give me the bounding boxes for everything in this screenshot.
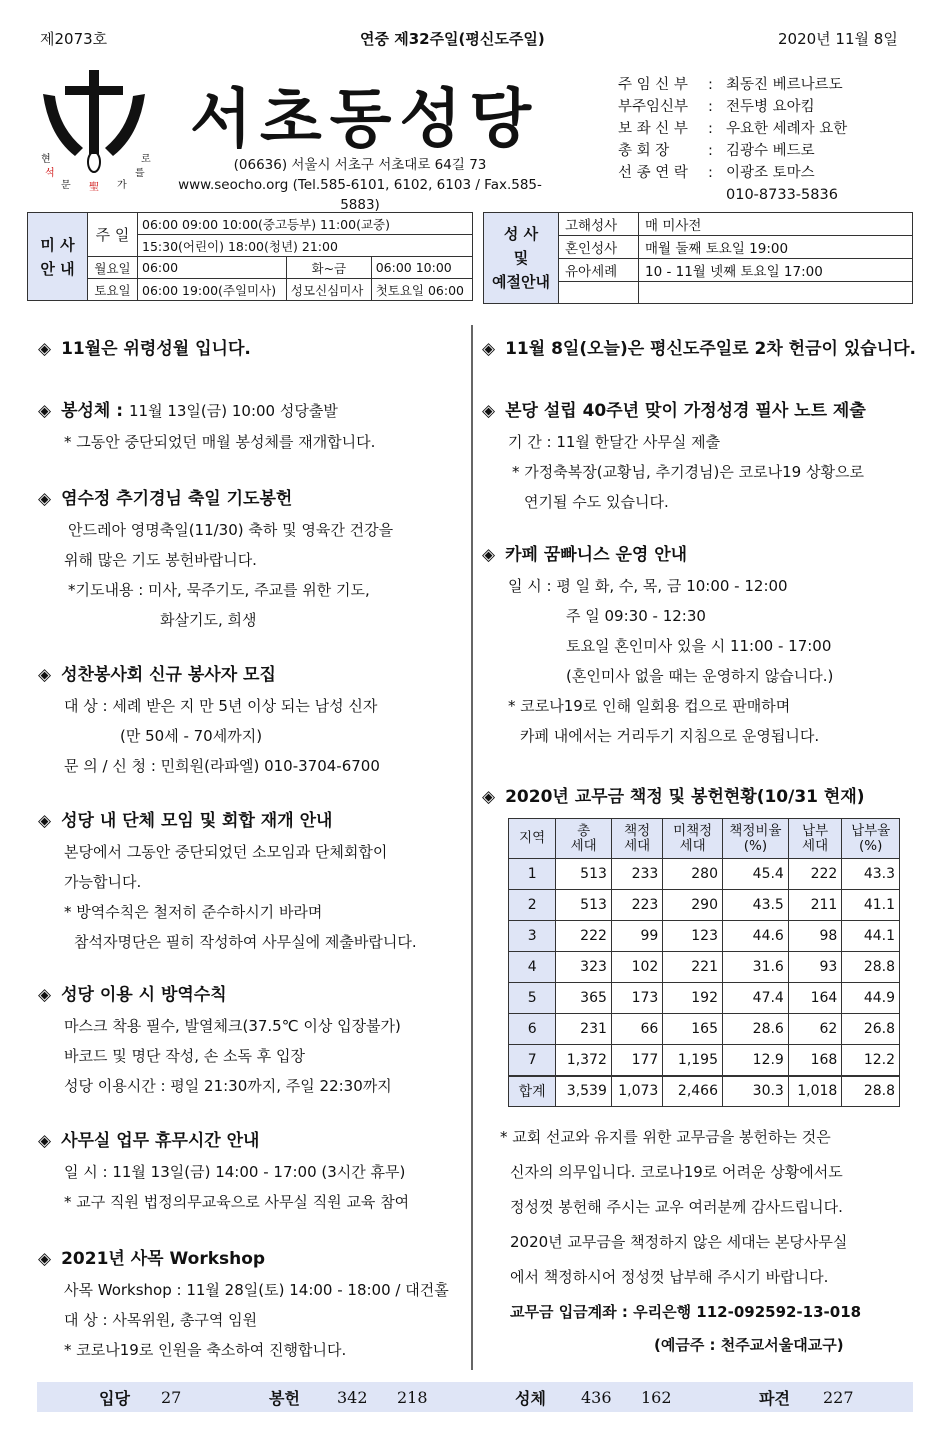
contribution-table (508, 818, 900, 1107)
notice-title: 카페 꿈빠니스 운영 안내 (505, 545, 688, 565)
communion-value-1: 436 (581, 1387, 612, 1407)
svg-text:석: 석 (45, 168, 55, 179)
contribution-note: * 교회 선교와 유지를 위한 교무금을 봉헌하는 것은 신자의 의무입니다. 코로나19로 어려운 상황에서도 정성껏 봉헌해 주시는 교우 여러분께 감사드립니다. 2020년 교무금을 책정하지 않은 세대는 본당사무실 에서 책정하시어 정성껏 납부해 주시기 바랍니다. 교무금 입금계좌 : 우리은행 112-092592-13-018 (예금주 : 천주교서울대교구) (482, 1120, 922, 1360)
saturday-mary-mass: 성모신심미사 (286, 279, 371, 301)
table-row: 2 513 223 290 43.5 211 41.1 (509, 890, 900, 921)
parish-name: 서초동성당 (190, 83, 540, 157)
svg-text:가: 가 (117, 180, 127, 191)
offering-value-1: 342 (337, 1387, 368, 1407)
sacrament-name: 혼인성사 (559, 236, 639, 259)
notice-eucharist-volunteers: ◈ 성찬봉사회 신규 봉사자 모집 대 상 : 세례 받은 지 만 5년 이상 되는 남성 신자 (만 50세 - 70세까지) 문 의 / 신 청 : 민희원(라파엘) 010-3704-6700 (38, 665, 380, 775)
staff-row: 총 회 장 : 김광수 베드로 (618, 143, 815, 159)
col-header: 납부율 (%) (842, 819, 900, 859)
col-header: 지역 (509, 819, 556, 859)
notice-group-meetings: ◈ 성당 내 단체 모임 및 회합 재개 안내 본당에서 그동안 중단되었던 소모임과 단체회합이 가능합니다. * 방역수칙은 철저히 준수하시기 바라며 참석자명단은 필히 작성하여 사무실에 제출바랍니다. (38, 811, 417, 951)
parish-logo (35, 66, 157, 194)
sacraments-table (483, 212, 913, 304)
staff-row: 보 좌 신 부 : 우요한 세례자 요한 (618, 121, 848, 137)
notice-bible-transcription: ◈ 본당 설립 40주년 맞이 가정성경 필사 노트 제출 기 간 : 11월 한달간 사무실 제출 * 가정축복장(교황님, 추기경님)은 코로나19 상황으로 연기될 수도 있습니다. (482, 401, 866, 511)
col-header: 책정비율 (%) (723, 819, 789, 859)
notice-cardinal-feast: ◈ 염수정 추기경님 축일 기도봉헌 안드레아 영명축일(11/30) 축하 및 영육간 건강을 위해 많은 기도 봉헌바랍니다. *기도내용 : 미사, 묵주기도, 주교를 위한 기도, 화살기도, 희생 (38, 489, 394, 629)
notice-contribution-status: ◈ 2020년 교무금 책정 및 봉헌현황(10/31 현재) (482, 787, 865, 807)
notice-office-closure: ◈ 사무실 업무 휴무시간 안내 일 시 : 11월 13일(금) 14:00 - 17:00 (3시간 휴무) * 교구 직원 법정의무교육으로 사무실 직원 교육 참여 (38, 1131, 410, 1211)
account-info: 교무금 입금계좌 : 우리은행 112-092592-13-018 (510, 1303, 862, 1321)
mass-schedule-label: 미 사 안 내 (28, 213, 88, 301)
notice-pastoral-workshop: ◈ 2021년 사목 Workshop 사목 Workshop : 11월 28일(토) 14:00 - 18:00 / 대건홀 대 상 : 사목위원, 총구역 임원 * 코로나19로 인원을 축소하여 진행합니다. (38, 1249, 449, 1359)
sacrament-time: 매월 둘째 토요일 19:00 (639, 236, 913, 259)
notice-title: 사무실 업무 휴무시간 안내 (61, 1131, 260, 1151)
notice-title: 본당 설립 40주년 맞이 가정성경 필사 노트 제출 (505, 401, 866, 421)
notice-quarantine-rules: ◈ 성당 이용 시 방역수칙 마스크 착용 필수, 발열체크(37.5℃ 이상 입장불가) 바코드 및 명단 작성, 손 소독 후 입장 성당 이용시간 : 평일 21:30까지, 주일 22:30까지 (38, 985, 401, 1095)
dismissal-value: 227 (823, 1387, 854, 1407)
notice-lay-sunday: ◈ 11월 8일(오늘)은 평신도주일로 2차 헌금이 있습니다. (482, 339, 916, 359)
saturday-label: 토요일 (88, 279, 138, 301)
table-header-row (509, 819, 900, 859)
column-divider (471, 325, 473, 1370)
table-row: 7 1,372 177 1,195 12.9 168 12.2 (509, 1045, 900, 1076)
monday-label: 월요일 (88, 257, 138, 279)
staff-list (618, 74, 847, 206)
address-line: (06636) 서울시 서초구 서초대로 64길 73 (233, 157, 487, 173)
sunday-times-1: 06:00 09:00 10:00(중고등부) 11:00(교중) (138, 213, 473, 235)
attendance-bar (37, 1382, 913, 1412)
entrance-label: 입당 (99, 1388, 130, 1408)
notice-title: 성당 이용 시 방역수칙 (61, 985, 227, 1005)
offering-label: 봉헌 (269, 1388, 300, 1408)
communion-value-2: 162 (641, 1387, 672, 1407)
sacrament-name-empty (559, 282, 639, 304)
liturgical-week: 연중 제32주일(평신도주일) (360, 30, 545, 48)
sacrament-time-empty (639, 282, 913, 304)
notice-title: 2021년 사목 Workshop (61, 1249, 266, 1269)
notice-title: 11월은 위령성월 입니다. (61, 339, 251, 359)
bulletin-date: 2020년 11월 8일 (778, 30, 898, 48)
issue-number: 제2073호 (40, 30, 108, 48)
sunday-times-2: 15:30(어린이) 18:00(청년) 21:00 (138, 235, 473, 257)
monday-time: 06:00 (138, 257, 287, 279)
contact-line: www.seocho.org (Tel.585-6101, 6102, 6103 / Fax.585-5883) (178, 177, 542, 213)
notice-title: 봉성체 : (61, 401, 124, 421)
parish-address (170, 155, 550, 215)
table-row: 1 513 233 280 45.4 222 43.3 (509, 859, 900, 890)
tuefri-time: 06:00 10:00 (371, 257, 472, 279)
col-header: 총 세대 (556, 819, 612, 859)
svg-text:를: 를 (135, 168, 145, 179)
notice-communion-visit: ◈ 봉성체 : 11월 13일(금) 10:00 성당출발 * 그동안 중단되었던 매월 봉성체를 재개합니다. (38, 401, 376, 451)
svg-text:聖: 聖 (89, 182, 99, 193)
table-total-row: 합계 3,539 1,073 2,466 30.3 1,018 28.8 (509, 1076, 900, 1107)
sacrament-time: 10 - 11월 넷째 토요일 17:00 (639, 259, 913, 282)
staff-row: 선 종 연 락 : 이광조 토마스 (618, 165, 815, 181)
sacrament-time: 매 미사전 (639, 213, 913, 236)
account-holder: (예금주 : 천주교서울대교구) (654, 1336, 844, 1354)
sunday-label: 주 일 (88, 213, 138, 257)
sacrament-name: 고해성사 (559, 213, 639, 236)
notice-memorial-month: ◈ 11월은 위령성월 입니다. (38, 339, 251, 359)
sacraments-label: 성 사 및 예절안내 (484, 213, 559, 304)
svg-text:현: 현 (41, 154, 51, 165)
mass-schedule-table (27, 212, 473, 301)
tuefri-label: 화~금 (286, 257, 371, 279)
sacrament-name: 유아세례 (559, 259, 639, 282)
col-header: 책정 세대 (611, 819, 662, 859)
staff-row: 010-8733-5836 (726, 187, 838, 203)
notice-title: 염수정 추기경님 축일 기도봉헌 (61, 489, 293, 509)
staff-row: 부주임신부 : 전두병 요아킴 (618, 99, 815, 115)
notice-title: 성당 내 단체 모임 및 회합 재개 안내 (61, 811, 333, 831)
table-row: 5 365 173 192 47.4 164 44.9 (509, 983, 900, 1014)
notice-cafe: ◈ 카페 꿈빠니스 운영 안내 일 시 : 평 일 화, 수, 목, 금 10:00 - 12:00 주 일 09:30 - 12:30 토요일 혼인미사 있을 시 11:00 - 17:00 (혼인미사 없을 때는 운영하지 않습니다.) * 코로나19로 인해 일회용 컵으로 판매하며 카페 내에서는 거리두기 지침으로 운영됩니다. (482, 545, 834, 745)
first-saturday-time: 첫토요일 06:00 (371, 279, 472, 301)
entrance-value: 27 (161, 1387, 182, 1407)
col-header: 납부 세대 (788, 819, 842, 859)
svg-text:로: 로 (141, 154, 151, 165)
communion-label: 성체 (515, 1388, 546, 1408)
table-row: 4 323 102 221 31.6 93 28.8 (509, 952, 900, 983)
svg-text:문: 문 (61, 180, 71, 191)
dismissal-label: 파견 (759, 1388, 790, 1408)
notice-title: 11월 8일(오늘)은 평신도주일로 2차 헌금이 있습니다. (505, 339, 916, 359)
staff-row: 주 임 신 부 : 최동진 베르나르도 (618, 77, 843, 93)
col-header: 미책정 세대 (663, 819, 723, 859)
offering-value-2: 218 (397, 1387, 428, 1407)
notice-title: 2020년 교무금 책정 및 봉헌현황(10/31 현재) (505, 787, 865, 807)
table-row: 3 222 99 123 44.6 98 44.1 (509, 921, 900, 952)
table-row: 6 231 66 165 28.6 62 26.8 (509, 1014, 900, 1045)
saturday-time: 06:00 19:00(주일미사) (138, 279, 287, 301)
notice-title: 성찬봉사회 신규 봉사자 모집 (61, 665, 276, 685)
